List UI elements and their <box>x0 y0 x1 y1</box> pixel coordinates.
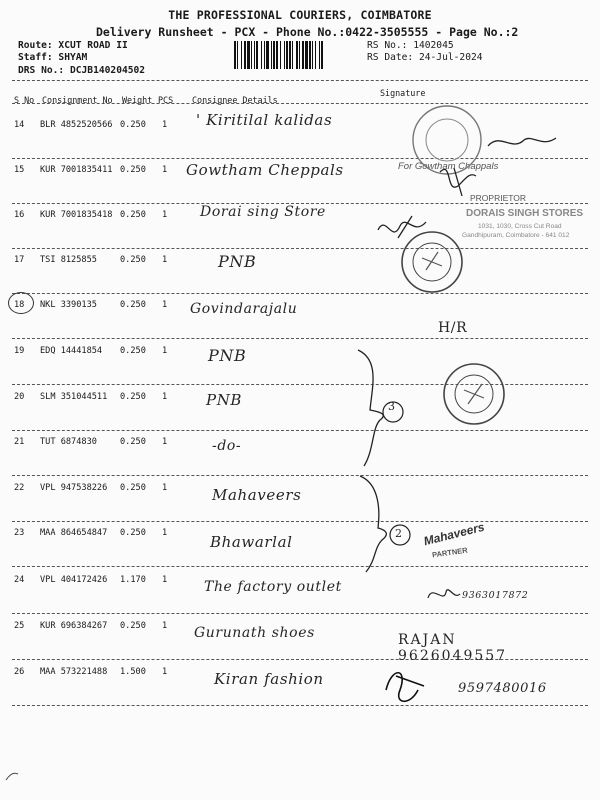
row-consignee-handwritten: ' Kiritilal kalidas <box>196 111 333 129</box>
row-consignee-handwritten: -do- <box>212 438 242 454</box>
row-consignment-number: TSI 8125855 <box>40 255 97 265</box>
row-weight: 1.170 <box>120 575 146 585</box>
row-weight: 0.250 <box>120 210 146 220</box>
row-26-phone: 9597480016 <box>458 681 547 696</box>
row-consignee-handwritten: Bhawarlal <box>210 533 293 551</box>
col-signature: Signature <box>380 88 426 98</box>
row-pcs: 1 <box>162 255 168 265</box>
row-consignment-number: KUR 696384267 <box>40 621 108 631</box>
row-pcs: 1 <box>162 667 168 677</box>
row-consignee-handwritten: The factory outlet <box>204 579 342 595</box>
row-25-signature: RAJAN 9626049557 <box>398 632 508 664</box>
row-s-no: 24 <box>14 575 25 585</box>
row-s-no: 19 <box>14 346 25 356</box>
row-consignment-number: BLR 4852520566 <box>40 120 113 130</box>
row-consignee-handwritten: Govindarajalu <box>190 301 298 317</box>
col-s-no: S No <box>14 95 35 105</box>
row-consignment-number: MAA 864654847 <box>40 528 108 538</box>
row-pcs: 1 <box>162 437 168 447</box>
row-s-no: 14 <box>14 120 25 130</box>
row-weight: 0.250 <box>120 346 146 356</box>
mahaveers-stamp-logo: Mahaveers <box>422 519 486 549</box>
mahaveers-stamp-role: PARTNER <box>431 545 469 560</box>
row-consignee-handwritten: PNB <box>208 346 247 365</box>
row-26-signature <box>386 673 424 702</box>
dorai-stamp-addr1: 1031, 1030, Cross Cut Road <box>478 223 562 230</box>
row-consignment-number: NKL 3390135 <box>40 300 97 310</box>
brace-count-19-21-circle <box>383 402 403 422</box>
row-weight: 0.250 <box>120 165 146 175</box>
row-pcs: 1 <box>162 621 168 631</box>
row-pcs: 1 <box>162 528 168 538</box>
drs-number: DRS No.: DCJB140204502 <box>18 65 146 76</box>
row-pcs: 1 <box>162 483 168 493</box>
row-weight: 0.250 <box>120 120 146 130</box>
corner-mark <box>6 773 18 780</box>
row-consignment-number: EDQ 14441854 <box>40 346 103 356</box>
row-consignee-handwritten: Kiran fashion <box>214 670 324 688</box>
row-18-signature: H/R <box>438 320 468 336</box>
row-consignment-number: VPL 947538226 <box>40 483 108 493</box>
row-weight: 0.250 <box>120 528 146 538</box>
row-s-no: 22 <box>14 483 25 493</box>
rs-date: RS Date: 24-Jul-2024 <box>367 52 483 63</box>
dorai-stamp-addr2: Gandhipuram, Coimbatore - 641 012 <box>462 232 570 239</box>
row-s-no: 20 <box>14 392 25 402</box>
row-weight: 0.250 <box>120 483 146 493</box>
route-label: Route: XCUT ROAD II <box>18 40 128 51</box>
row-s-no: 21 <box>14 437 25 447</box>
row-consignment-number: KUR 7001835411 <box>40 165 113 175</box>
kiritilal-seal-outer <box>413 106 481 174</box>
row-consignment-number: SLM 351044511 <box>40 392 108 402</box>
row-weight: 0.250 <box>120 392 146 402</box>
row-weight: 0.250 <box>120 621 146 631</box>
row-consignee-handwritten: PNB <box>206 391 243 409</box>
row-pcs: 1 <box>162 392 168 402</box>
row-pcs: 1 <box>162 346 168 356</box>
row-consignee-handwritten: Mahaveers <box>212 486 302 504</box>
row-consignee-handwritten: Dorai sing Store <box>200 204 326 220</box>
kiritilal-seal-inner <box>426 119 468 161</box>
dorai-stamp-name: DORAIS SINGH STORES <box>466 208 584 219</box>
brace-count-22-23: 2 <box>395 527 403 540</box>
gowtham-stamp-role: PROPRIETOR <box>470 193 527 203</box>
col-consignee: Consignee Details <box>192 95 278 105</box>
runsheet-title: Delivery Runsheet - PCX - Phone No.:0422-3505555 - Page No.:2 <box>96 25 519 39</box>
row-s-no: 18 <box>14 300 25 310</box>
row-weight: 1.500 <box>120 667 146 677</box>
row-consignee-handwritten: Gowtham Cheppals <box>186 161 344 179</box>
row-consignee-handwritten: PNB <box>218 252 257 271</box>
gowtham-stamp-for: For Gowtham Chappals <box>398 161 499 172</box>
row-s-no: 17 <box>14 255 25 265</box>
row-pcs: 1 <box>162 300 168 310</box>
row-weight: 0.250 <box>120 437 146 447</box>
brace-count-19-21: 3 <box>388 400 396 413</box>
row-s-no: 15 <box>14 165 25 175</box>
row-consignment-number: KUR 7001835418 <box>40 210 113 220</box>
brace-rows-22-23 <box>360 476 386 572</box>
row-consignee-handwritten: Gurunath shoes <box>194 625 315 641</box>
row-s-no: 16 <box>14 210 25 220</box>
company-name: THE PROFESSIONAL COURIERS, COIMBATORE <box>168 8 432 22</box>
brace-rows-19-21 <box>358 350 383 466</box>
bank-seal-2-mark <box>464 384 484 404</box>
row-s-no: 26 <box>14 667 25 677</box>
rs-number: RS No.: 1402045 <box>367 40 454 51</box>
col-weight: Weight <box>122 95 153 105</box>
row-consignment-number: TUT 6874830 <box>40 437 97 447</box>
row-pcs: 1 <box>162 165 168 175</box>
row-s-no: 23 <box>14 528 25 538</box>
row-s-no: 25 <box>14 621 25 631</box>
row-24-signature <box>428 590 460 598</box>
row-24-phone: 9363017872 <box>462 590 529 601</box>
row-consignment-number: VPL 404172426 <box>40 575 108 585</box>
row-pcs: 1 <box>162 120 168 130</box>
bank-seal-1-mark <box>422 252 442 270</box>
row-pcs: 1 <box>162 575 168 585</box>
row-pcs: 1 <box>162 210 168 220</box>
row-14-signature <box>488 138 556 146</box>
col-consignment: Consignment No <box>42 95 113 105</box>
brace-count-22-23-circle <box>390 525 410 545</box>
staff-label: Staff: SHYAM <box>18 52 88 63</box>
row-consignment-number: MAA 573221488 <box>40 667 108 677</box>
col-pcs: PCS <box>158 95 174 105</box>
row-weight: 0.250 <box>120 300 146 310</box>
row-weight: 0.250 <box>120 255 146 265</box>
